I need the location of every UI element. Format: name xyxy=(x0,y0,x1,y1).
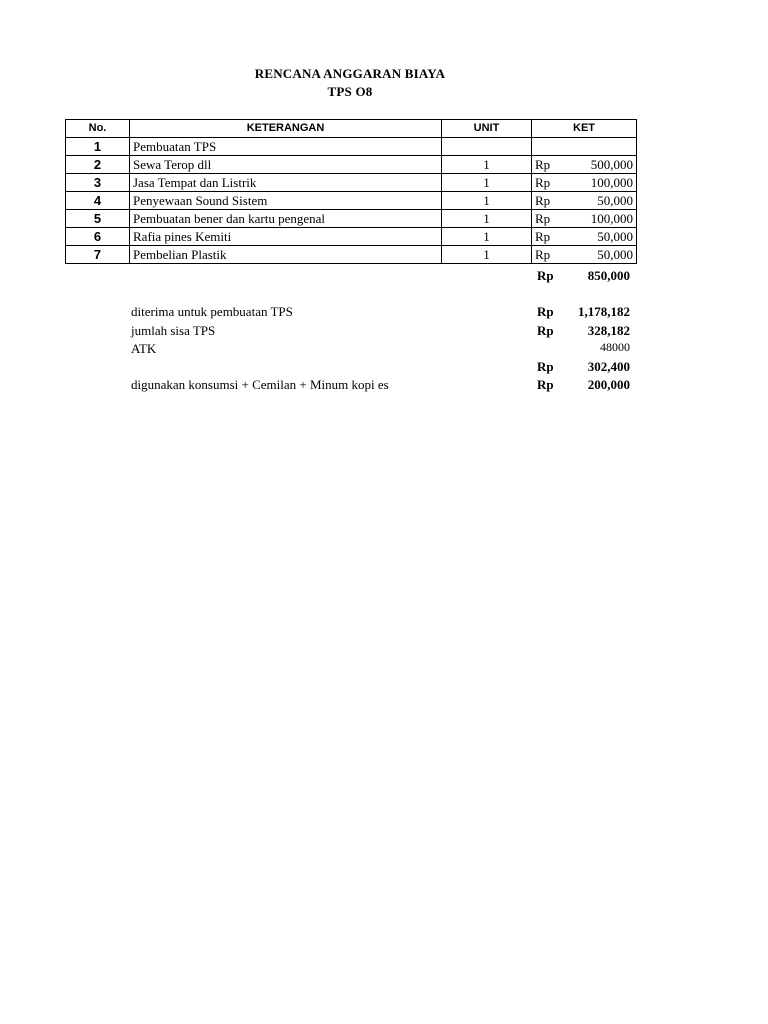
row-keterangan: Jasa Tempat dan Listrik xyxy=(130,174,442,192)
row-unit: 1 xyxy=(442,156,532,174)
row-keterangan: Penyewaan Sound Sistem xyxy=(130,192,442,210)
table-row xyxy=(66,174,637,192)
row-currency: Rp xyxy=(532,156,562,174)
received-label: diterima untuk pembuatan TPS xyxy=(131,304,293,319)
row-amount: 100,000 xyxy=(562,210,637,228)
row-keterangan: Pembuatan bener dan kartu pengenal xyxy=(130,210,442,228)
remaining-currency: Rp xyxy=(537,323,554,338)
row-keterangan: Pembelian Plastik xyxy=(130,246,442,264)
atk-label: ATK xyxy=(131,341,157,356)
row-amount: 50,000 xyxy=(562,228,637,246)
table-row xyxy=(66,228,637,246)
total-amount: 850,000 xyxy=(587,268,630,283)
row-no: 6 xyxy=(66,228,130,246)
header-keterangan: KETERANGAN xyxy=(130,120,442,138)
table-row xyxy=(66,156,637,174)
remaining-amount: 328,182 xyxy=(587,323,630,338)
table-header-row xyxy=(66,120,637,138)
used-label: digunakan konsumsi + Cemilan + Minum kopi es xyxy=(131,377,389,392)
document-title: RENCANA ANGGARAN BIAYA xyxy=(254,66,446,81)
row-no: 3 xyxy=(66,174,130,192)
row-currency: Rp xyxy=(532,246,562,264)
received-currency: Rp xyxy=(537,304,554,319)
row-keterangan: Pembuatan TPS xyxy=(130,138,442,156)
header-no: No. xyxy=(66,120,130,138)
table-row xyxy=(66,210,637,228)
header-unit: UNIT xyxy=(442,120,532,138)
received-amount: 1,178,182 xyxy=(578,304,630,319)
row-unit xyxy=(442,138,532,156)
row-no: 4 xyxy=(66,192,130,210)
header-ket: KET xyxy=(532,120,637,138)
row-no: 1 xyxy=(66,138,130,156)
used-amount: 200,000 xyxy=(587,377,630,392)
row-currency: Rp xyxy=(532,228,562,246)
row-currency: Rp xyxy=(532,210,562,228)
table-row xyxy=(66,246,637,264)
budget-table xyxy=(65,119,637,264)
row-unit: 1 xyxy=(442,210,532,228)
row-unit: 1 xyxy=(442,174,532,192)
row-unit: 1 xyxy=(442,192,532,210)
atk-amount: 48000 xyxy=(600,340,630,354)
remaining-label: jumlah sisa TPS xyxy=(131,323,216,338)
table-row xyxy=(66,192,637,210)
after-atk-amount: 302,400 xyxy=(587,359,630,374)
row-no: 7 xyxy=(66,246,130,264)
row-currency: Rp xyxy=(532,174,562,192)
after-atk-currency: Rp xyxy=(537,359,554,374)
row-no: 5 xyxy=(66,210,130,228)
row-unit: 1 xyxy=(442,228,532,246)
used-currency: Rp xyxy=(537,377,554,392)
table-row xyxy=(66,138,637,156)
row-keterangan: Sewa Terop dll xyxy=(130,156,442,174)
row-no: 2 xyxy=(66,156,130,174)
total-currency: Rp xyxy=(537,268,554,283)
row-unit: 1 xyxy=(442,246,532,264)
row-ket xyxy=(532,138,637,156)
document-subtitle: TPS O8 xyxy=(327,84,373,99)
row-amount: 100,000 xyxy=(562,174,637,192)
row-amount: 500,000 xyxy=(562,156,637,174)
row-keterangan: Rafia pines Kemiti xyxy=(130,228,442,246)
row-amount: 50,000 xyxy=(562,246,637,264)
row-currency: Rp xyxy=(532,192,562,210)
row-amount: 50,000 xyxy=(562,192,637,210)
